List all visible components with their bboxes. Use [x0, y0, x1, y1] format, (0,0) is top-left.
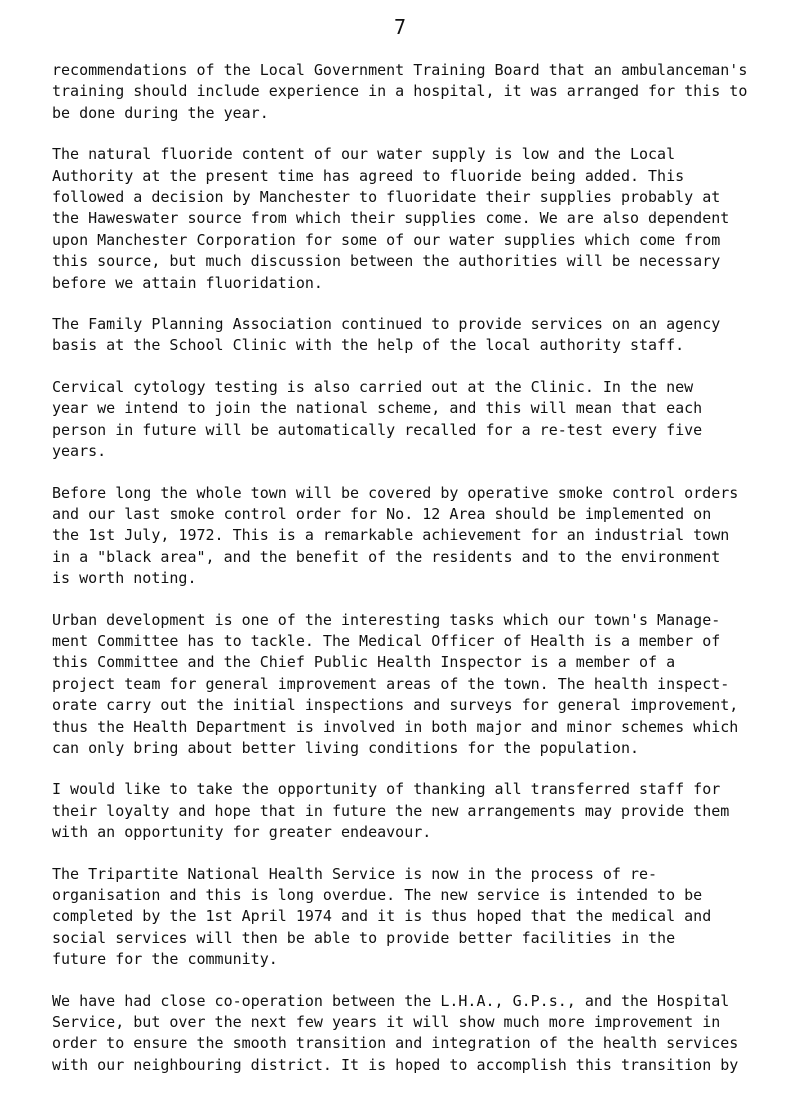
- text-line: social services will then be able to provide better facilities in the: [52, 928, 676, 947]
- text-line: I would like to take the opportunity of thanking all transferred staff for: [52, 780, 721, 799]
- text-line: Service, but over the next few years it will show much more improvement in: [52, 1013, 721, 1032]
- text-line: the 1st July, 1972. This is a remarkable achievement for an industrial town: [52, 526, 730, 545]
- text-line: years.: [52, 442, 107, 461]
- text-line: upon Manchester Corporation for some of our water supplies which come from: [52, 230, 721, 249]
- paragraph-cervical-cytology: [52, 377, 797, 463]
- text-line: in a "black area", and the benefit of the residents and to the environment: [52, 547, 721, 566]
- text-line: Authority at the present time has agreed to fluoride being added. This: [52, 166, 685, 185]
- text-line: Cervical cytology testing is also carried out at the Clinic. In the new: [52, 377, 694, 396]
- text-line: the Haweswater source from which their supplies come. We are also dependent: [52, 209, 730, 228]
- text-line: recommendations of the Local Government Training Board that an ambulanceman's: [52, 61, 748, 79]
- text-line: order to ensure the smooth transition and integration of the health services: [52, 1034, 739, 1053]
- text-line: year we intend to join the national scheme, and this will mean that each: [52, 399, 703, 418]
- paragraph-ambulance-training: [52, 60, 797, 124]
- text-line: before we attain fluoridation.: [52, 273, 323, 292]
- text-line: can only bring about better living conditions for the population.: [52, 738, 639, 757]
- text-line: completed by the 1st April 1974 and it is thus hoped that the medical and: [52, 907, 712, 926]
- text-line: The Family Planning Association continued to provide services on an agency: [52, 315, 721, 334]
- text-line: and our last smoke control order for No. 12 Area should be implemented on: [52, 504, 712, 523]
- document-body: [52, 60, 797, 1096]
- text-line: Before long the whole town will be covered by operative smoke control orders: [52, 483, 739, 502]
- paragraph-co-operation: [52, 991, 797, 1077]
- text-line: ment Committee has to tackle. The Medical Officer of Health is a member of: [52, 631, 721, 650]
- text-line: this source, but much discussion between the authorities will be necessary: [52, 252, 721, 271]
- paragraph-family-planning: [52, 314, 797, 357]
- paragraph-nhs-reorganisation: [52, 864, 797, 971]
- text-line: project team for general improvement areas of the town. The health inspect-: [52, 674, 730, 693]
- paragraph-smoke-control: [52, 483, 797, 590]
- page-number: 7: [393, 15, 407, 39]
- text-line: is worth noting.: [52, 569, 197, 588]
- text-line: be done during the year.: [52, 103, 269, 122]
- text-line: Urban development is one of the interesting tasks which our town's Manage-: [52, 610, 721, 629]
- text-line: followed a decision by Manchester to fluoridate their supplies probably at: [52, 188, 721, 207]
- text-line: thus the Health Department is involved in both major and minor schemes which: [52, 717, 739, 736]
- text-line: with our neighbouring district. It is hoped to accomplish this transition by: [52, 1055, 739, 1074]
- paragraph-urban-development: [52, 610, 797, 760]
- text-line: their loyalty and hope that in future the new arrangements may provide them: [52, 801, 730, 820]
- text-line: future for the community.: [52, 950, 278, 969]
- text-line: training should include experience in a hospital, it was arranged for this to: [52, 82, 748, 101]
- text-line: organisation and this is long overdue. The new service is intended to be: [52, 886, 703, 904]
- text-line: The natural fluoride content of our water supply is low and the Local: [52, 145, 676, 164]
- text-line: person in future will be automatically recalled for a re-test every five: [52, 420, 703, 439]
- text-line: with an opportunity for greater endeavour.: [52, 823, 432, 842]
- paragraph-thanks: [52, 779, 797, 843]
- text-line: basis at the School Clinic with the help of the local authority staff.: [52, 336, 685, 355]
- text-line: We have had close co-operation between the L.H.A., G.P.s., and the Hospital: [52, 991, 730, 1010]
- text-line: orate carry out the initial inspections and surveys for general improvement,: [52, 696, 739, 715]
- paragraph-fluoride: [52, 144, 797, 294]
- text-line: The Tripartite National Health Service is now in the process of re-: [52, 864, 658, 883]
- text-line: this Committee and the Chief Public Health Inspector is a member of a: [52, 653, 676, 672]
